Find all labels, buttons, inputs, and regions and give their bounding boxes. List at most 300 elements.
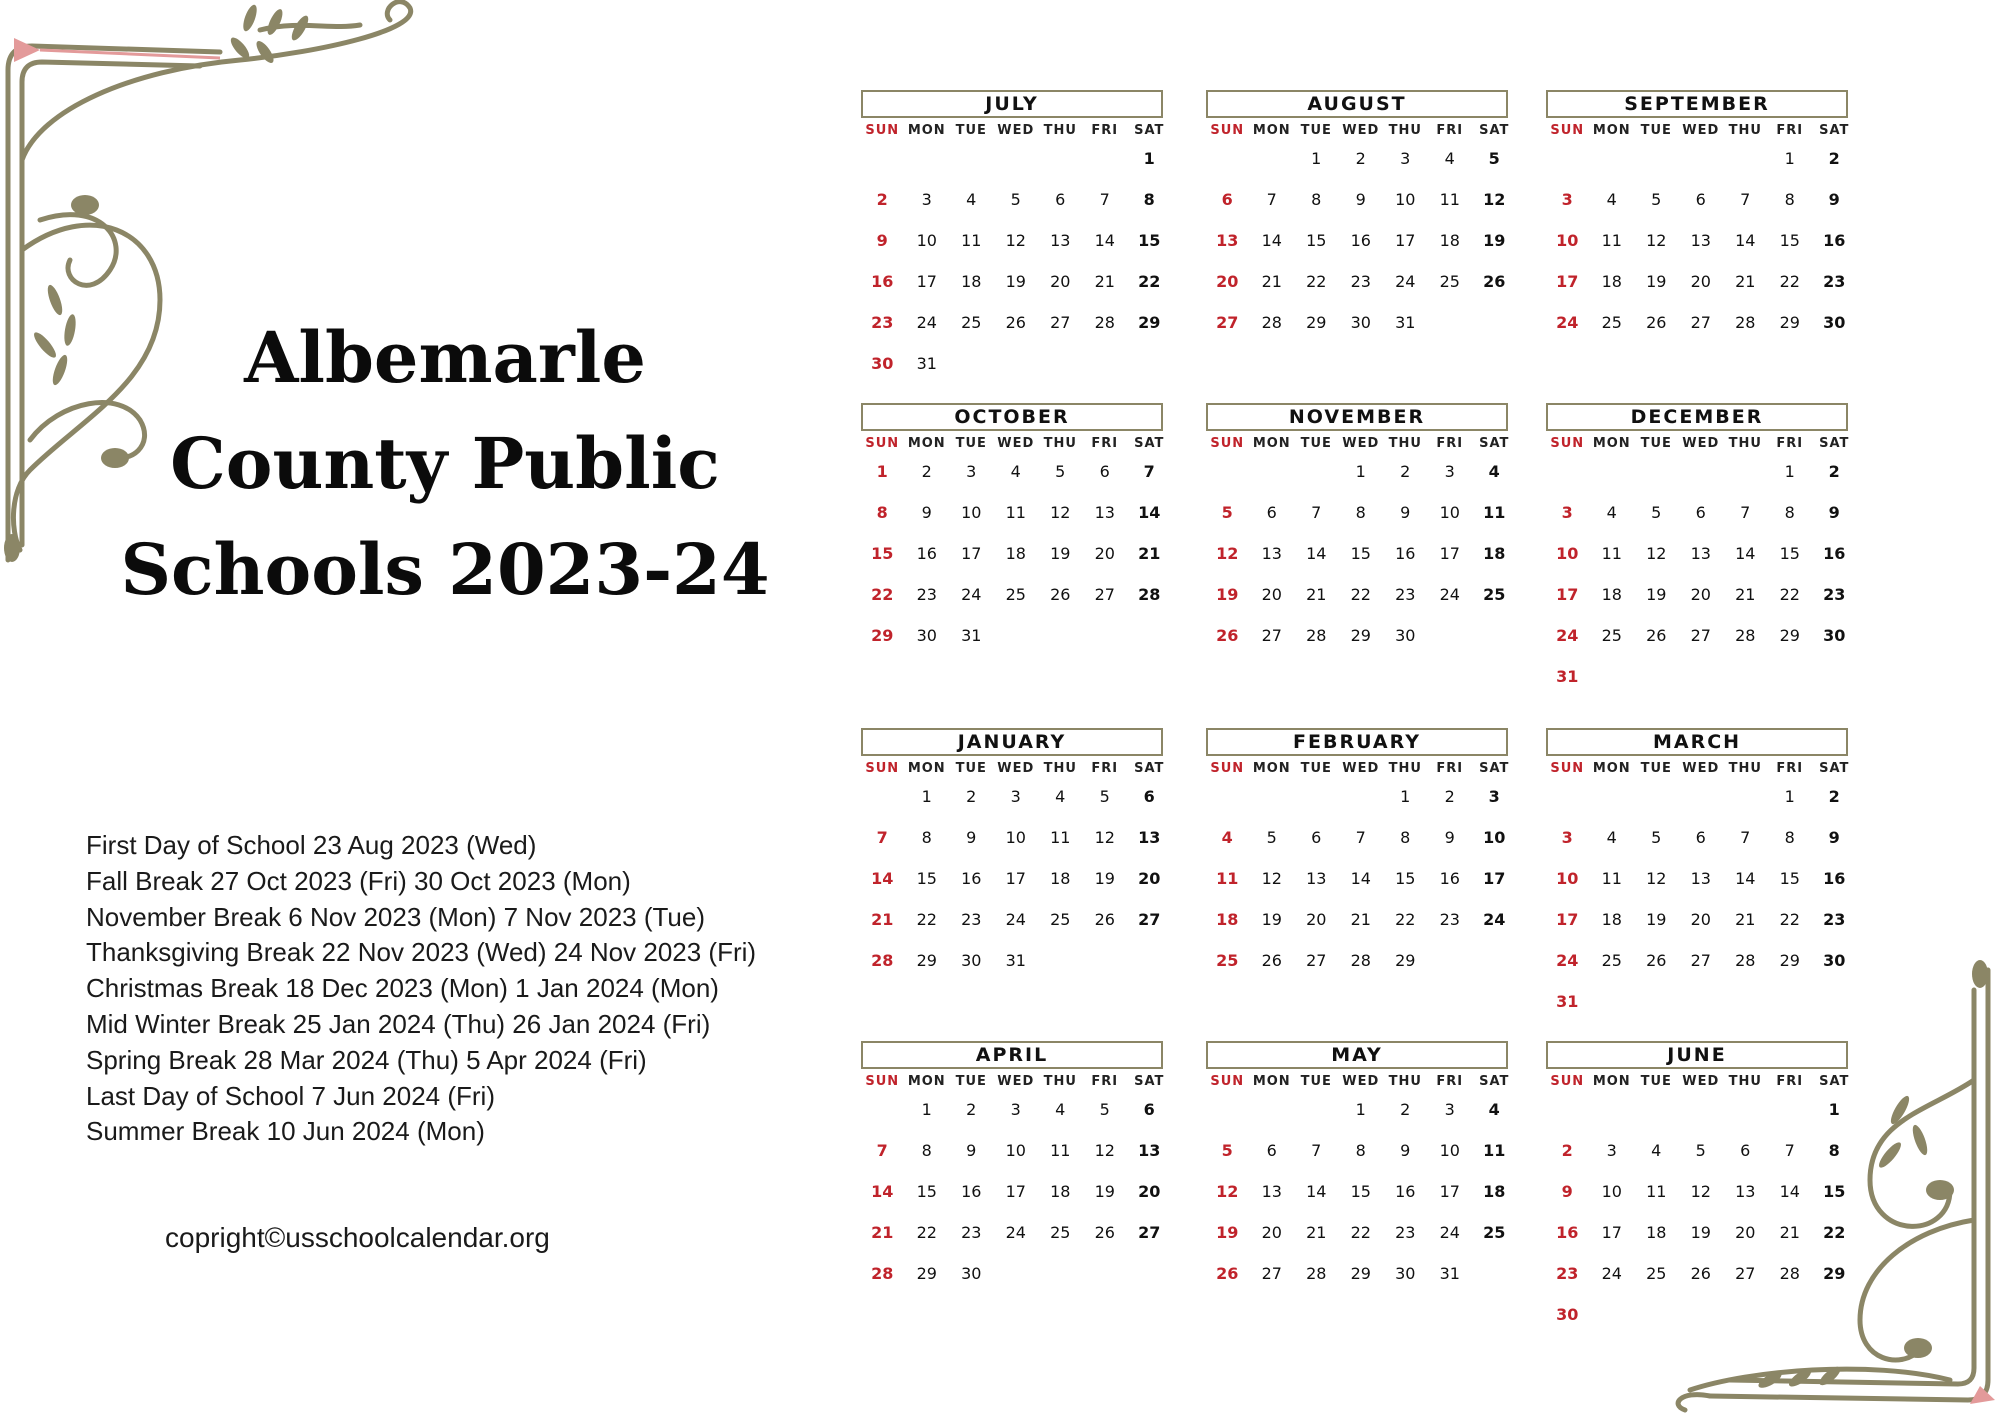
day-cell: 22 [916,1223,937,1242]
day-cell: 4 [966,190,977,209]
day-cell: 30 [1395,1264,1416,1283]
day-cell: 1 [1784,787,1795,806]
day-cell: 21 [871,910,894,929]
weekday-label: SUN [1550,761,1585,776]
day-cell: 4 [1606,503,1617,522]
weekday-label: SAT [1819,123,1850,138]
day-cell: 19 [1094,1182,1115,1201]
day-cell: 17 [1395,231,1416,250]
day-cell: 17 [1601,1223,1622,1242]
week-row [860,858,1180,899]
day-cell: 24 [1556,951,1579,970]
week-row [860,302,1180,343]
day-cell: 16 [1395,544,1416,563]
day-cell: 4 [1651,1141,1662,1160]
day-cell: 9 [966,1141,977,1160]
weekday-label: SUN [1550,1074,1585,1089]
week-row [1545,1212,1865,1253]
day-cell: 28 [871,951,894,970]
title-line-1: Albemarle [244,316,646,399]
day-cell: 14 [871,1182,894,1201]
day-cell: 14 [1138,503,1161,522]
day-cell: 26 [1646,626,1667,645]
day-cell: 13 [1261,1182,1282,1201]
day-cell: 23 [1350,272,1371,291]
day-cell: 22 [1138,272,1161,291]
day-cell: 8 [1828,1141,1840,1160]
day-cell: 6 [1695,828,1706,847]
day-cell: 24 [1395,272,1416,291]
day-cell: 22 [1395,910,1416,929]
day-cell: 15 [916,869,937,888]
weekday-header [1545,123,1865,138]
weekday-label: FRI [1776,761,1804,776]
day-cell: 11 [1601,544,1622,563]
day-cell: 2 [1828,462,1840,481]
month-name: DECEMBER [1546,403,1848,431]
weekday-label: TUE [1640,436,1672,451]
week-row [1205,138,1525,179]
weekday-label: FRI [1091,1074,1119,1089]
day-cell: 4 [1606,828,1617,847]
day-cell: 11 [961,231,982,250]
week-row [1545,1294,1865,1335]
day-cell: 3 [1488,787,1500,806]
event-item: Thanksgiving Break 22 Nov 2023 (Wed) 24 Nov 2023 (Fri) [86,937,757,968]
week-row [1205,1171,1525,1212]
day-cell: 9 [1355,190,1366,209]
day-cell: 8 [1355,1141,1366,1160]
day-cell: 4 [1055,787,1066,806]
week-row [1205,574,1525,615]
weekday-label: WED [997,761,1035,776]
weekday-label: MON [1592,761,1631,776]
weekday-label: MON [1592,1074,1631,1089]
day-cell: 9 [1828,828,1840,847]
week-row [1205,302,1525,343]
weekday-label: MON [907,761,946,776]
week-row [1205,533,1525,574]
week-row [1545,302,1865,343]
week-row [860,1171,1180,1212]
weekday-header [860,761,1180,776]
day-cell: 6 [1695,503,1706,522]
day-cell: 28 [1138,585,1161,604]
day-cell: 11 [1216,869,1239,888]
weekday-header [1545,761,1865,776]
weekday-label: SAT [1479,1074,1510,1089]
weekday-header [1205,1074,1525,1089]
day-cell: 24 [1556,626,1579,645]
week-row [1205,1253,1525,1294]
day-cell: 12 [1005,231,1026,250]
day-cell: 15 [1779,231,1800,250]
day-cell: 29 [1395,951,1416,970]
weekday-label: WED [1342,761,1380,776]
weekday-label: MON [1252,436,1291,451]
day-cell: 28 [1735,313,1756,332]
title-line-2: County Public [170,422,720,505]
day-cell: 12 [1094,1141,1115,1160]
day-cell: 18 [1601,910,1622,929]
day-cell: 18 [1216,910,1239,929]
day-cell: 20 [1261,585,1282,604]
day-cell: 18 [1483,544,1506,563]
day-cell: 12 [1690,1182,1711,1201]
day-cell: 24 [961,585,982,604]
weekday-label: WED [1682,123,1720,138]
week-row [1205,858,1525,899]
day-cell: 3 [1606,1141,1617,1160]
day-cell: 4 [1010,462,1021,481]
day-cell: 25 [1216,951,1239,970]
day-cell: 20 [1306,910,1327,929]
week-row [860,615,1180,656]
month-january [860,728,1180,981]
day-cell: 27 [1306,951,1327,970]
month-name: FEBRUARY [1206,728,1508,756]
day-cell: 30 [961,1264,982,1283]
month-june [1545,1041,1865,1335]
week-row [1545,858,1865,899]
events-list [86,828,816,1150]
day-cell: 7 [1784,1141,1795,1160]
weekday-label: THU [1388,1074,1422,1089]
day-cell: 19 [1646,585,1667,604]
day-cell: 5 [1651,190,1662,209]
weekday-label: THU [1728,436,1762,451]
day-cell: 3 [1561,503,1573,522]
day-cell: 16 [1350,231,1371,250]
day-cell: 18 [1005,544,1026,563]
week-row [1545,615,1865,656]
day-cell: 27 [1138,1223,1161,1242]
day-cell: 9 [876,231,888,250]
day-cell: 6 [1055,190,1066,209]
day-cell: 29 [1350,626,1371,645]
day-cell: 9 [1400,503,1411,522]
day-cell: 12 [1094,828,1115,847]
weekday-label: SAT [1819,436,1850,451]
day-cell: 21 [871,1223,894,1242]
day-cell: 29 [1350,1264,1371,1283]
day-cell: 2 [921,462,932,481]
day-cell: 25 [1646,1264,1667,1283]
day-cell: 26 [1094,1223,1115,1242]
day-cell: 19 [1094,869,1115,888]
weekday-label: TUE [955,123,987,138]
day-cell: 22 [1779,272,1800,291]
day-cell: 27 [1261,626,1282,645]
day-cell: 20 [1261,1223,1282,1242]
day-cell: 20 [1094,544,1115,563]
weekday-label: TUE [955,761,987,776]
weekday-label: FRI [1436,123,1464,138]
day-cell: 29 [1779,951,1800,970]
weekday-label: MON [1252,761,1291,776]
week-row [1545,179,1865,220]
day-cell: 25 [1050,1223,1071,1242]
day-cell: 10 [1005,1141,1026,1160]
day-cell: 30 [1395,626,1416,645]
day-cell: 7 [1311,503,1322,522]
day-cell: 6 [1311,828,1322,847]
weekday-header [860,1074,1180,1089]
weekday-label: SAT [1479,761,1510,776]
day-cell: 3 [1400,149,1411,168]
day-cell: 11 [1005,503,1026,522]
day-cell: 8 [1784,503,1795,522]
weekday-label: MON [1592,436,1631,451]
day-cell: 14 [1306,1182,1327,1201]
day-cell: 10 [961,503,982,522]
day-cell: 16 [916,544,937,563]
day-cell: 13 [1261,544,1282,563]
day-cell: 23 [916,585,937,604]
day-cell: 30 [1823,951,1846,970]
day-cell: 17 [1556,272,1579,291]
day-cell: 27 [1735,1264,1756,1283]
week-row [1545,776,1865,817]
day-cell: 20 [1690,272,1711,291]
weekday-label: TUE [1640,761,1672,776]
day-cell: 24 [1601,1264,1622,1283]
day-cell: 21 [1350,910,1371,929]
day-cell: 23 [1823,272,1846,291]
month-february [1205,728,1525,981]
day-cell: 18 [1050,1182,1071,1201]
weekday-label: FRI [1776,436,1804,451]
day-cell: 31 [1556,992,1579,1011]
month-march [1545,728,1865,1022]
day-cell: 9 [1561,1182,1573,1201]
month-name: APRIL [861,1041,1163,1069]
day-cell: 12 [1646,231,1667,250]
day-cell: 10 [1005,828,1026,847]
day-cell: 2 [1400,462,1411,481]
day-cell: 21 [1306,585,1327,604]
day-cell: 8 [1355,503,1366,522]
weekday-label: FRI [1436,1074,1464,1089]
day-cell: 15 [871,544,894,563]
week-row [1545,1089,1865,1130]
week-row [860,1130,1180,1171]
day-cell: 13 [1690,231,1711,250]
day-cell: 20 [1690,910,1711,929]
day-cell: 10 [1395,190,1416,209]
weekday-label: SUN [1210,761,1245,776]
day-cell: 27 [1261,1264,1282,1283]
week-row [860,220,1180,261]
weekday-label: TUE [955,436,987,451]
day-cell: 7 [1266,190,1277,209]
day-cell: 18 [1050,869,1071,888]
weekday-label: SAT [1479,436,1510,451]
day-cell: 23 [1556,1264,1579,1283]
day-cell: 13 [1690,544,1711,563]
day-cell: 20 [1138,1182,1161,1201]
day-cell: 16 [1395,1182,1416,1201]
day-cell: 30 [1556,1305,1579,1324]
weekday-label: SAT [1134,761,1165,776]
day-cell: 3 [966,462,977,481]
day-cell: 2 [1355,149,1366,168]
day-cell: 1 [1311,149,1322,168]
week-row [860,179,1180,220]
day-cell: 22 [1350,1223,1371,1242]
week-row [1205,615,1525,656]
day-cell: 4 [1488,462,1500,481]
day-cell: 24 [1005,1223,1026,1242]
weekday-label: TUE [1300,123,1332,138]
day-cell: 19 [1261,910,1282,929]
day-cell: 16 [1823,231,1846,250]
week-row [1545,138,1865,179]
weekday-label: FRI [1091,761,1119,776]
weekday-label: WED [1682,436,1720,451]
day-cell: 6 [1695,190,1706,209]
day-cell: 7 [1311,1141,1322,1160]
day-cell: 10 [1439,1141,1460,1160]
day-cell: 8 [876,503,888,522]
day-cell: 26 [1483,272,1506,291]
day-cell: 27 [1094,585,1115,604]
day-cell: 13 [1138,1141,1161,1160]
day-cell: 21 [1735,910,1756,929]
weekday-label: SAT [1134,436,1165,451]
day-cell: 5 [1055,462,1066,481]
day-cell: 28 [1306,1264,1327,1283]
week-row [1205,451,1525,492]
day-cell: 22 [1779,910,1800,929]
weekday-label: THU [1043,436,1077,451]
day-cell: 22 [1823,1223,1846,1242]
weekday-label: WED [1342,436,1380,451]
day-cell: 21 [1261,272,1282,291]
week-row [860,940,1180,981]
day-cell: 7 [1143,462,1155,481]
day-cell: 17 [1556,910,1579,929]
weekday-label: WED [1342,123,1380,138]
day-cell: 25 [1439,272,1460,291]
day-cell: 17 [1483,869,1506,888]
day-cell: 28 [1779,1264,1800,1283]
day-cell: 4 [1221,828,1233,847]
day-cell: 9 [1444,828,1455,847]
week-row [860,451,1180,492]
day-cell: 25 [1483,1223,1506,1242]
day-cell: 20 [1216,272,1239,291]
day-cell: 21 [1094,272,1115,291]
day-cell: 23 [871,313,894,332]
week-row [860,574,1180,615]
day-cell: 21 [1735,272,1756,291]
day-cell: 31 [1439,1264,1460,1283]
weekday-label: FRI [1091,436,1119,451]
day-cell: 15 [1350,1182,1371,1201]
weekday-header [1545,436,1865,451]
day-cell: 12 [1216,544,1239,563]
day-cell: 28 [1094,313,1115,332]
day-cell: 10 [1601,1182,1622,1201]
day-cell: 26 [1261,951,1282,970]
day-cell: 12 [1050,503,1071,522]
weekday-label: SAT [1479,123,1510,138]
day-cell: 6 [1143,1100,1155,1119]
day-cell: 16 [1439,869,1460,888]
week-row [1205,1212,1525,1253]
event-item: First Day of School 23 Aug 2023 (Wed) [86,830,537,860]
day-cell: 13 [1306,869,1327,888]
day-cell: 1 [1828,1100,1840,1119]
day-cell: 3 [921,190,932,209]
weekday-label: SUN [1210,123,1245,138]
day-cell: 31 [1005,951,1026,970]
day-cell: 17 [1005,869,1026,888]
event-item: Last Day of School 7 Jun 2024 (Fri) [86,1080,495,1111]
day-cell: 18 [1601,585,1622,604]
day-cell: 3 [1561,190,1573,209]
day-cell: 27 [1690,951,1711,970]
weekday-label: FRI [1091,123,1119,138]
day-cell: 30 [961,951,982,970]
event-item: November Break 6 Nov 2023 (Mon) 7 Nov 2023 (Tue) [86,901,705,932]
month-september [1545,90,1865,343]
day-cell: 25 [1050,910,1071,929]
day-cell: 25 [961,313,982,332]
day-cell: 19 [1050,544,1071,563]
weekday-label: MON [907,1074,946,1089]
weekday-label: MON [1592,123,1631,138]
weekday-header [860,436,1180,451]
week-row [1205,492,1525,533]
week-row [860,1212,1180,1253]
day-cell: 17 [961,544,982,563]
week-row [1205,179,1525,220]
week-row [1545,1130,1865,1171]
day-cell: 22 [1350,585,1371,604]
day-cell: 22 [871,585,894,604]
event-item: Fall Break 27 Oct 2023 (Fri) 30 Oct 2023 (Mon) [86,865,631,896]
event-item: Spring Break 28 Mar 2024 (Thu) 5 Apr 2024 (Fri) [86,1044,647,1075]
day-cell: 5 [1099,1100,1110,1119]
day-cell: 22 [1306,272,1327,291]
day-cell: 6 [1099,462,1110,481]
weekday-label: TUE [1300,1074,1332,1089]
weekday-label: SAT [1819,1074,1850,1089]
day-cell: 29 [871,626,894,645]
day-cell: 1 [921,1100,932,1119]
day-cell: 14 [1735,869,1756,888]
weekday-header [1545,1074,1865,1089]
day-cell: 6 [1266,1141,1277,1160]
month-july [860,90,1180,384]
weekday-label: TUE [955,1074,987,1089]
month-may [1205,1041,1525,1294]
day-cell: 16 [1823,869,1846,888]
day-cell: 8 [1143,190,1155,209]
day-cell: 16 [961,869,982,888]
day-cell: 10 [916,231,937,250]
weekday-label: FRI [1436,761,1464,776]
day-cell: 29 [1823,1264,1846,1283]
event-item: Summer Break 10 Jun 2024 (Mon) [86,1116,485,1147]
week-row [1205,776,1525,817]
week-row [1545,451,1865,492]
day-cell: 13 [1216,231,1239,250]
day-cell: 12 [1646,869,1667,888]
week-row [1545,656,1865,697]
